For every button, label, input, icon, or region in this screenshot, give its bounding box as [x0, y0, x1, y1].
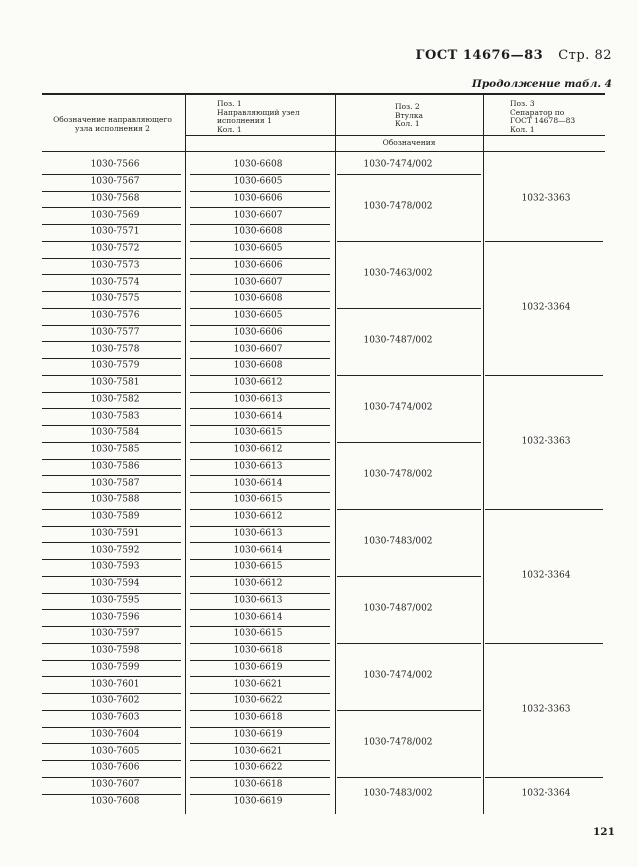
row-rule: [42, 777, 181, 778]
guide-unit-code: 1030-6618: [233, 712, 283, 723]
row-rule: [42, 760, 181, 761]
guide-unit-code: 1030-6612: [233, 578, 283, 589]
assembly-code: 1030-7572: [90, 243, 140, 254]
row-rule: [190, 475, 330, 476]
row-rule: [190, 191, 330, 192]
assembly-code: 1030-7579: [90, 360, 140, 371]
bushing-code: 1030-7474/002: [363, 159, 433, 170]
page-number: 121: [593, 826, 615, 838]
assembly-code: 1030-7578: [90, 344, 140, 355]
row-rule: [190, 258, 330, 259]
assembly-code: 1030-7587: [90, 478, 140, 489]
assembly-code: 1030-7593: [90, 561, 140, 572]
assembly-code: 1030-7571: [90, 226, 140, 237]
assembly-code: 1030-7606: [90, 762, 140, 773]
assembly-code: 1030-7605: [90, 746, 140, 757]
row-rule: [190, 459, 330, 460]
row-rule: [42, 207, 181, 208]
guide-unit-code: 1030-6606: [233, 193, 283, 204]
row-rule: [190, 442, 330, 443]
header-bottom-rule: [42, 151, 605, 152]
assembly-code: 1030-7568: [90, 193, 140, 204]
row-rule: [190, 609, 330, 610]
bushing-code: 1030-7478/002: [363, 201, 433, 212]
row-rule: [42, 593, 181, 594]
row-rule: [190, 794, 330, 795]
assembly-code: 1030-7602: [90, 695, 140, 706]
column-header-pos1: Поз. 1 Направляющий узел исполнения 1 Кол. 1: [217, 99, 300, 134]
guide-unit-code: 1030-6607: [233, 277, 283, 288]
assembly-code: 1030-7591: [90, 528, 140, 539]
assembly-code: 1030-7567: [90, 176, 140, 187]
assembly-code: 1030-7603: [90, 712, 140, 723]
assembly-code: 1030-7582: [90, 394, 140, 405]
group-rule: [337, 710, 481, 711]
row-rule: [42, 224, 181, 225]
guide-unit-code: 1030-6608: [233, 360, 283, 371]
row-rule: [190, 743, 330, 744]
column-header-pos2: Поз. 2 Втулка Кол. 1: [395, 102, 423, 129]
guide-unit-code: 1030-6618: [233, 645, 283, 656]
group-rule: [337, 174, 481, 175]
assembly-code: 1030-7584: [90, 427, 140, 438]
assembly-code: 1030-7589: [90, 511, 140, 522]
row-rule: [190, 291, 330, 292]
row-rule: [42, 542, 181, 543]
guide-unit-code: 1030-6607: [233, 210, 283, 221]
guide-unit-code: 1030-6613: [233, 394, 283, 405]
row-rule: [190, 526, 330, 527]
row-rule: [42, 626, 181, 627]
guide-unit-code: 1030-6605: [233, 176, 283, 187]
guide-unit-code: 1030-6622: [233, 695, 283, 706]
guide-unit-code: 1030-6612: [233, 444, 283, 455]
group-rule: [337, 777, 481, 778]
row-rule: [42, 794, 181, 795]
assembly-code: 1030-7574: [90, 277, 140, 288]
row-rule: [190, 676, 330, 677]
row-rule: [42, 442, 181, 443]
row-rule: [190, 693, 330, 694]
column-divider: [335, 93, 336, 814]
row-rule: [42, 408, 181, 409]
row-rule: [190, 392, 330, 393]
bushing-code: 1030-7483/002: [363, 536, 433, 547]
assembly-code: 1030-7581: [90, 377, 140, 388]
assembly-code: 1030-7583: [90, 411, 140, 422]
row-rule: [190, 660, 330, 661]
assembly-code: 1030-7598: [90, 645, 140, 656]
row-rule: [190, 710, 330, 711]
row-rule: [42, 643, 181, 644]
bushing-code: 1030-7478/002: [363, 469, 433, 480]
row-rule: [42, 241, 181, 242]
guide-unit-code: 1030-6615: [233, 494, 283, 505]
assembly-code: 1030-7595: [90, 595, 140, 606]
assembly-code: 1030-7577: [90, 327, 140, 338]
column-divider: [483, 93, 484, 814]
guide-unit-code: 1030-6606: [233, 327, 283, 338]
row-rule: [42, 258, 181, 259]
row-rule: [42, 341, 181, 342]
row-rule: [42, 693, 181, 694]
separator-code: 1032-3363: [521, 704, 571, 715]
row-rule: [190, 224, 330, 225]
guide-unit-code: 1030-6615: [233, 561, 283, 572]
row-rule: [42, 492, 181, 493]
guide-unit-code: 1030-6621: [233, 746, 283, 757]
column-header-assembly: Обозначение направляющего узла исполнения 2: [53, 115, 172, 133]
row-rule: [190, 308, 330, 309]
assembly-code: 1030-7575: [90, 293, 140, 304]
guide-unit-code: 1030-6613: [233, 528, 283, 539]
assembly-code: 1030-7608: [90, 796, 140, 807]
guide-unit-code: 1030-6619: [233, 662, 283, 673]
group-rule: [485, 777, 603, 778]
group-rule: [337, 241, 481, 242]
assembly-code: 1030-7599: [90, 662, 140, 673]
assembly-code: 1030-7601: [90, 679, 140, 690]
guide-unit-code: 1030-6615: [233, 628, 283, 639]
guide-unit-code: 1030-6622: [233, 762, 283, 773]
separator-code: 1032-3363: [521, 436, 571, 447]
separator-code: 1032-3364: [521, 302, 571, 313]
row-rule: [42, 526, 181, 527]
row-rule: [42, 375, 181, 376]
row-rule: [190, 174, 330, 175]
guide-unit-code: 1030-6605: [233, 310, 283, 321]
row-rule: [190, 559, 330, 560]
separator-code: 1032-3364: [521, 570, 571, 581]
bushing-code: 1030-7483/002: [363, 788, 433, 798]
row-rule: [42, 660, 181, 661]
group-rule: [485, 375, 603, 376]
row-rule: [190, 626, 330, 627]
assembly-code: 1030-7607: [90, 779, 140, 790]
row-rule: [190, 643, 330, 644]
bushing-code: 1030-7463/002: [363, 268, 433, 279]
row-rule: [42, 727, 181, 728]
assembly-code: 1030-7586: [90, 461, 140, 472]
continuation-note: Продолжение табл. 4: [471, 78, 612, 90]
group-rule: [337, 509, 481, 510]
group-rule: [337, 576, 481, 577]
assembly-code: 1030-7569: [90, 210, 140, 221]
row-rule: [190, 727, 330, 728]
assembly-code: 1030-7592: [90, 545, 140, 556]
row-rule: [42, 459, 181, 460]
group-rule: [337, 442, 481, 443]
row-rule: [190, 325, 330, 326]
row-rule: [42, 425, 181, 426]
row-rule: [190, 341, 330, 342]
bushing-code: 1030-7474/002: [363, 670, 433, 681]
separator-code: 1032-3364: [521, 788, 571, 798]
row-rule: [190, 492, 330, 493]
group-rule: [337, 308, 481, 309]
guide-unit-code: 1030-6619: [233, 796, 283, 807]
row-rule: [42, 325, 181, 326]
row-rule: [42, 609, 181, 610]
row-rule: [190, 408, 330, 409]
row-rule: [190, 425, 330, 426]
bushing-code: 1030-7478/002: [363, 737, 433, 748]
guide-unit-code: 1030-6614: [233, 411, 283, 422]
row-rule: [42, 392, 181, 393]
guide-unit-code: 1030-6615: [233, 427, 283, 438]
row-rule: [42, 509, 181, 510]
row-rule: [190, 207, 330, 208]
row-rule: [190, 241, 330, 242]
assembly-code: 1030-7576: [90, 310, 140, 321]
column-divider: [185, 93, 186, 814]
guide-unit-code: 1030-6612: [233, 377, 283, 388]
guide-unit-code: 1030-6621: [233, 679, 283, 690]
standard-number: ГОСТ 14676—83: [415, 48, 544, 63]
page-label: Стр. 82: [558, 48, 612, 63]
assembly-code: 1030-7588: [90, 494, 140, 505]
group-rule: [485, 643, 603, 644]
guide-unit-code: 1030-6619: [233, 729, 283, 740]
assembly-code: 1030-7585: [90, 444, 140, 455]
assembly-code: 1030-7594: [90, 578, 140, 589]
row-rule: [42, 358, 181, 359]
guide-unit-code: 1030-6613: [233, 461, 283, 472]
row-rule: [190, 576, 330, 577]
column-header-pos3: Поз. 3 Сепаратор по ГОСТ 14678—83 Кол. 1: [510, 99, 576, 134]
bushing-code: 1030-7487/002: [363, 335, 433, 346]
separator-code: 1032-3363: [521, 193, 571, 204]
assembly-code: 1030-7566: [90, 159, 140, 170]
guide-unit-code: 1030-6614: [233, 612, 283, 623]
row-rule: [190, 777, 330, 778]
guide-unit-code: 1030-6618: [233, 779, 283, 790]
row-rule: [42, 559, 181, 560]
guide-unit-code: 1030-6614: [233, 478, 283, 489]
row-rule: [190, 509, 330, 510]
group-rule: [485, 241, 603, 242]
row-rule: [190, 593, 330, 594]
row-rule: [190, 375, 330, 376]
row-rule: [190, 358, 330, 359]
guide-unit-code: 1030-6612: [233, 511, 283, 522]
assembly-code: 1030-7573: [90, 260, 140, 271]
row-rule: [42, 710, 181, 711]
row-rule: [42, 576, 181, 577]
guide-unit-code: 1030-6606: [233, 260, 283, 271]
row-rule: [42, 308, 181, 309]
row-rule: [42, 174, 181, 175]
header-rule: [185, 135, 605, 136]
assembly-code: 1030-7596: [90, 612, 140, 623]
row-rule: [42, 291, 181, 292]
table-top-rule: [42, 93, 605, 95]
bushing-code: 1030-7474/002: [363, 402, 433, 413]
group-rule: [337, 375, 481, 376]
row-rule: [42, 676, 181, 677]
guide-unit-code: 1030-6607: [233, 344, 283, 355]
row-rule: [42, 743, 181, 744]
row-rule: [42, 475, 181, 476]
guide-unit-code: 1030-6613: [233, 595, 283, 606]
assembly-code: 1030-7604: [90, 729, 140, 740]
row-rule: [190, 274, 330, 275]
group-rule: [485, 509, 603, 510]
guide-unit-code: 1030-6608: [233, 226, 283, 237]
row-rule: [42, 274, 181, 275]
guide-unit-code: 1030-6608: [233, 293, 283, 304]
assembly-code: 1030-7597: [90, 628, 140, 639]
guide-unit-code: 1030-6608: [233, 159, 283, 170]
row-rule: [190, 760, 330, 761]
row-rule: [190, 542, 330, 543]
group-rule: [337, 643, 481, 644]
row-rule: [42, 191, 181, 192]
bushing-code: 1030-7487/002: [363, 603, 433, 614]
guide-unit-code: 1030-6614: [233, 545, 283, 556]
guide-unit-code: 1030-6605: [233, 243, 283, 254]
column-subheader: Обозначения: [382, 138, 436, 147]
